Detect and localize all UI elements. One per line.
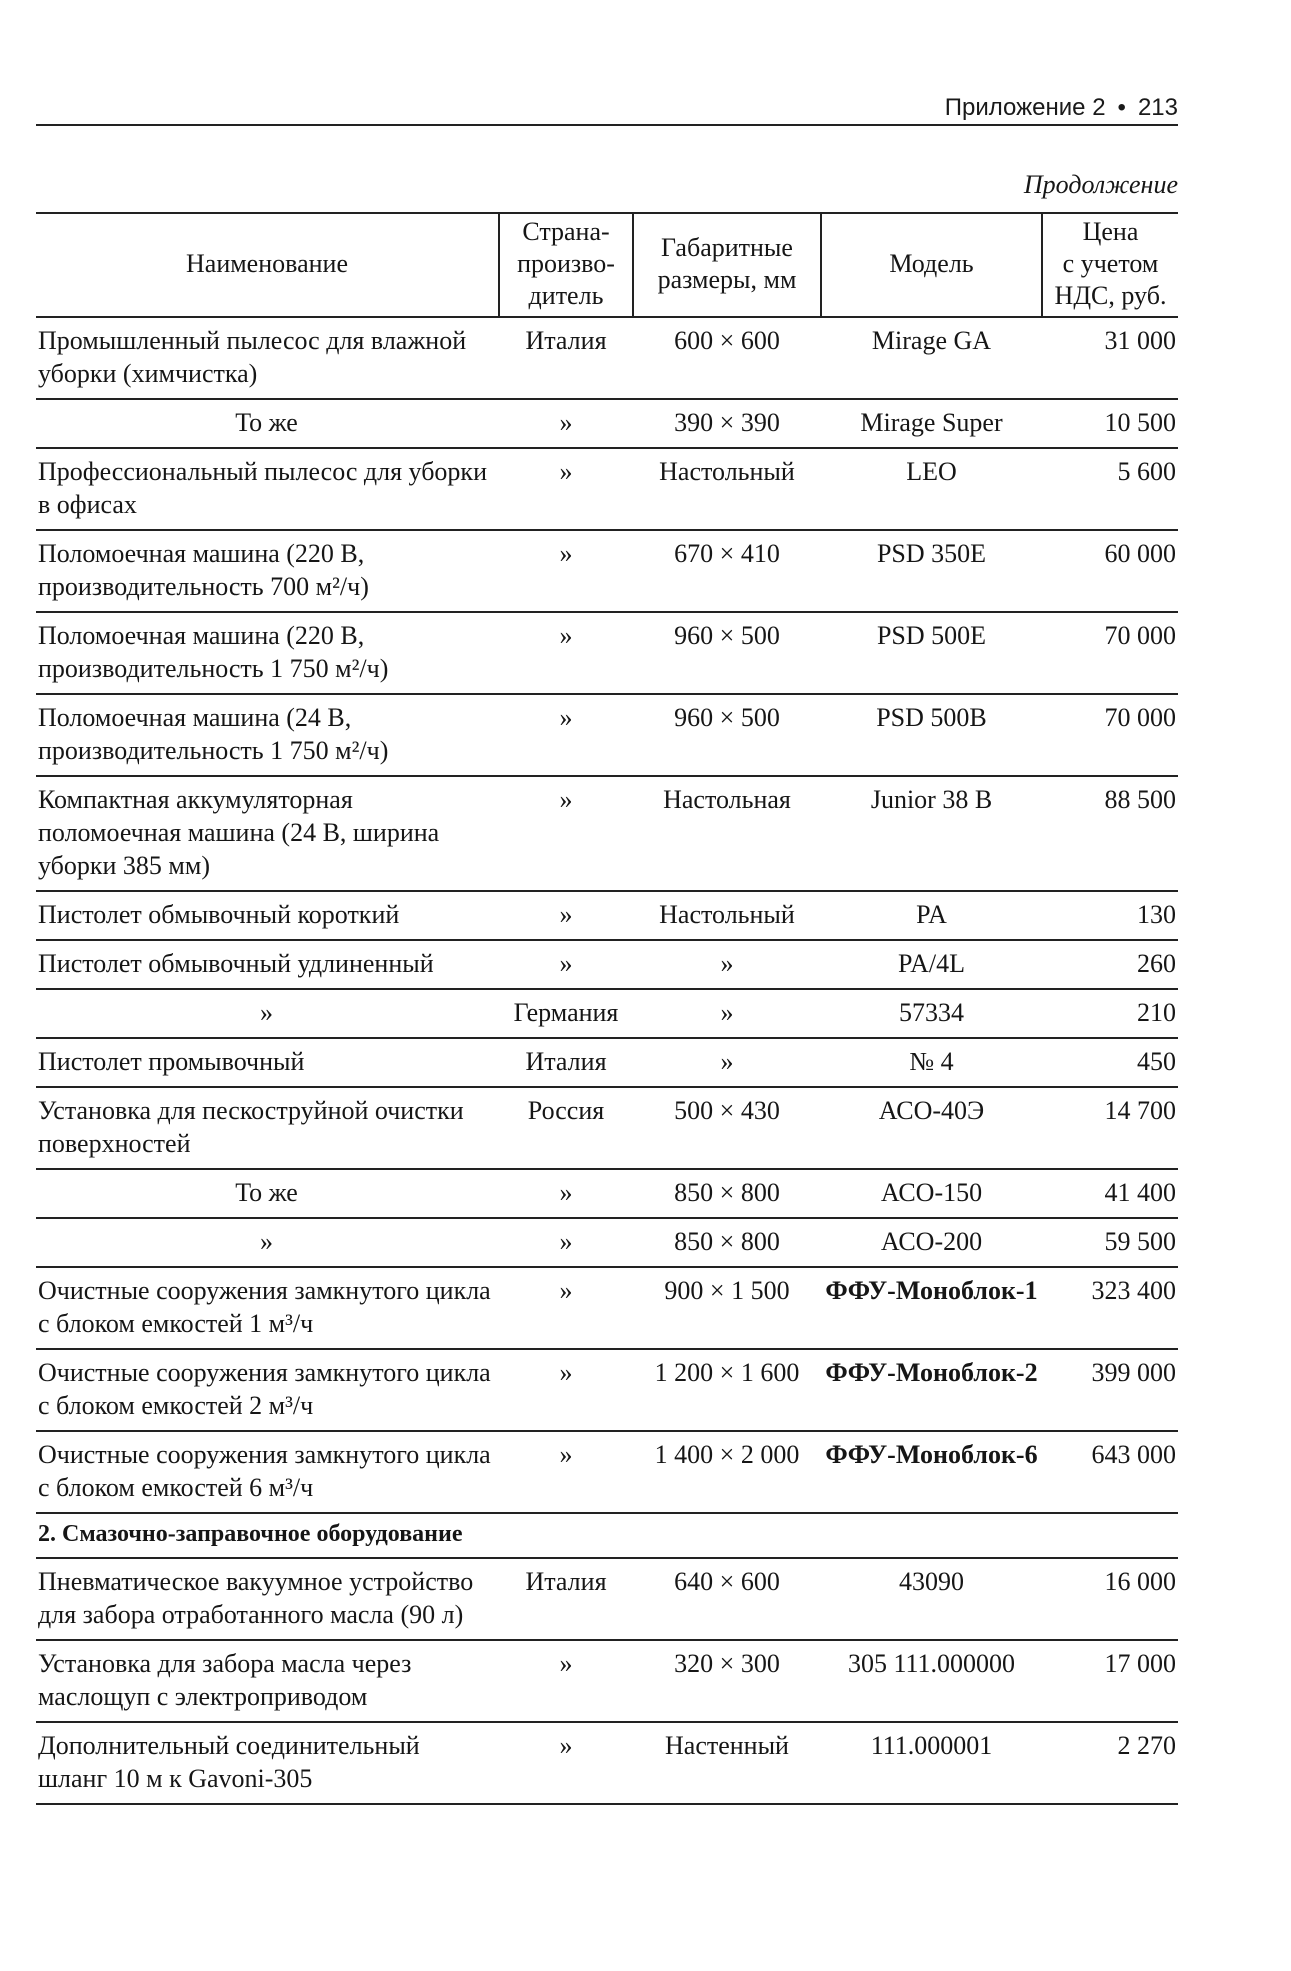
cell-name: То же xyxy=(36,399,499,448)
table-row xyxy=(36,448,1178,530)
cell-size: 670 × 410 xyxy=(633,530,821,612)
cell-country: » xyxy=(499,891,633,940)
cell-country: » xyxy=(499,399,633,448)
cell-model: Mirage Super xyxy=(821,399,1042,448)
cell-name: » xyxy=(36,1218,499,1267)
cell-price: 260 xyxy=(1042,940,1178,989)
cell-size: 1 400 × 2 000 xyxy=(633,1431,821,1513)
cell-name: Поломоечная машина (220 В, производительность 1 750 м²/ч) xyxy=(36,612,499,694)
cell-country: » xyxy=(499,940,633,989)
cell-price: 31 000 xyxy=(1042,317,1178,399)
column-header-model xyxy=(821,213,1042,317)
table-row xyxy=(36,1087,1178,1169)
header-line: Наименование xyxy=(186,249,348,278)
cell-name: Установка для забора масла через маслощуп с электроприводом xyxy=(36,1640,499,1722)
cell-country: Италия xyxy=(499,1558,633,1640)
page-number: 213 xyxy=(1137,94,1178,121)
cell-name: Очистные сооружения замкнутого цикла с блоком емкостей 2 м³/ч xyxy=(36,1349,499,1431)
cell-name: Очистные сооружения замкнутого цикла с блоком емкостей 1 м³/ч xyxy=(36,1267,499,1349)
cell-name: То же xyxy=(36,1169,499,1218)
cell-model: 43090 xyxy=(821,1558,1042,1640)
column-header-price xyxy=(1042,213,1178,317)
table-row xyxy=(36,317,1178,399)
cell-country: Германия xyxy=(499,989,633,1038)
cell-model: LEO xyxy=(821,448,1042,530)
table-row xyxy=(36,612,1178,694)
cell-country: » xyxy=(499,1349,633,1431)
cell-name: Промышленный пылесос для влажной уборки (химчистка) xyxy=(36,317,499,399)
cell-size: 390 × 390 xyxy=(633,399,821,448)
cell-size: » xyxy=(633,989,821,1038)
cell-country: » xyxy=(499,1267,633,1349)
cell-model: PA xyxy=(821,891,1042,940)
cell-model: № 4 xyxy=(821,1038,1042,1087)
cell-size: 900 × 1 500 xyxy=(633,1267,821,1349)
header-line: размеры, мм xyxy=(657,265,797,294)
cell-price: 10 500 xyxy=(1042,399,1178,448)
cell-country: » xyxy=(499,612,633,694)
cell-price: 60 000 xyxy=(1042,530,1178,612)
equipment-table xyxy=(36,212,1178,1805)
cell-price: 130 xyxy=(1042,891,1178,940)
cell-name: Пневматическое вакуумное устройство для забора отработанного масла (90 л) xyxy=(36,1558,499,1640)
cell-name: Очистные сооружения замкнутого цикла с блоком емкостей 6 м³/ч xyxy=(36,1431,499,1513)
column-header-country xyxy=(499,213,633,317)
cell-size: Настенный xyxy=(633,1722,821,1804)
cell-size: Настольный xyxy=(633,448,821,530)
cell-size: 960 × 500 xyxy=(633,612,821,694)
cell-price: 210 xyxy=(1042,989,1178,1038)
cell-name: Компактная аккумуляторная поломоечная машина (24 В, ширина уборки 385 мм) xyxy=(36,776,499,891)
cell-name: Установка для пескоструйной очистки поверхностей xyxy=(36,1087,499,1169)
cell-model: ФФУ-Моноблок-6 xyxy=(821,1431,1042,1513)
cell-price: 2 270 xyxy=(1042,1722,1178,1804)
cell-name: Пистолет обмывочный удлиненный xyxy=(36,940,499,989)
cell-size: Настольный xyxy=(633,891,821,940)
header-line: Модель xyxy=(889,249,974,278)
header-line: Страна- xyxy=(522,217,610,246)
cell-name: » xyxy=(36,989,499,1038)
cell-price: 88 500 xyxy=(1042,776,1178,891)
cell-country: Италия xyxy=(499,1038,633,1087)
cell-model: Junior 38 B xyxy=(821,776,1042,891)
section-title: 2. Смазочно-заправочное оборудование xyxy=(36,1513,1178,1558)
cell-name: Дополнительный соединительный шланг 10 м к Gavoni-305 xyxy=(36,1722,499,1804)
header-line: Цена xyxy=(1082,217,1139,246)
cell-model: PSD 500B xyxy=(821,694,1042,776)
cell-name: Поломоечная машина (220 В, производительность 700 м²/ч) xyxy=(36,530,499,612)
cell-model: ФФУ-Моноблок-2 xyxy=(821,1349,1042,1431)
cell-country: » xyxy=(499,1431,633,1513)
header-line: Габаритные xyxy=(661,233,793,262)
cell-price: 399 000 xyxy=(1042,1349,1178,1431)
cell-model: PSD 350E xyxy=(821,530,1042,612)
table-row xyxy=(36,1267,1178,1349)
cell-country: » xyxy=(499,448,633,530)
column-header-size xyxy=(633,213,821,317)
cell-price: 5 600 xyxy=(1042,448,1178,530)
cell-price: 59 500 xyxy=(1042,1218,1178,1267)
cell-price: 17 000 xyxy=(1042,1640,1178,1722)
running-header xyxy=(700,94,1178,122)
table-row xyxy=(36,1722,1178,1804)
cell-model: АСО-40Э xyxy=(821,1087,1042,1169)
table-row xyxy=(36,399,1178,448)
section-row xyxy=(36,1513,1178,1558)
cell-price: 323 400 xyxy=(1042,1267,1178,1349)
cell-country: » xyxy=(499,694,633,776)
cell-price: 14 700 xyxy=(1042,1087,1178,1169)
table-row xyxy=(36,1169,1178,1218)
cell-price: 70 000 xyxy=(1042,612,1178,694)
table-row xyxy=(36,891,1178,940)
cell-price: 70 000 xyxy=(1042,694,1178,776)
cell-model: 57334 xyxy=(821,989,1042,1038)
cell-country: Россия xyxy=(499,1087,633,1169)
header-rule xyxy=(36,124,1178,126)
cell-size: 640 × 600 xyxy=(633,1558,821,1640)
cell-country: » xyxy=(499,1722,633,1804)
header-separator: • xyxy=(1117,94,1126,121)
cell-name: Пистолет обмывочный короткий xyxy=(36,891,499,940)
cell-model: PSD 500E xyxy=(821,612,1042,694)
cell-size: 320 × 300 xyxy=(633,1640,821,1722)
header-line: дитель xyxy=(528,281,604,310)
cell-size: 600 × 600 xyxy=(633,317,821,399)
cell-country: » xyxy=(499,530,633,612)
cell-name: Поломоечная машина (24 В, производительность 1 750 м²/ч) xyxy=(36,694,499,776)
header-section: Приложение 2 xyxy=(944,94,1106,121)
cell-model: PA/4L xyxy=(821,940,1042,989)
cell-country: » xyxy=(499,1169,633,1218)
table-row xyxy=(36,1640,1178,1722)
cell-price: 16 000 xyxy=(1042,1558,1178,1640)
header-line: произво- xyxy=(517,249,615,278)
cell-name: Пистолет промывочный xyxy=(36,1038,499,1087)
cell-size: 500 × 430 xyxy=(633,1087,821,1169)
table-row xyxy=(36,989,1178,1038)
cell-country: » xyxy=(499,776,633,891)
table-row xyxy=(36,776,1178,891)
column-header-name xyxy=(36,213,499,317)
cell-size: » xyxy=(633,940,821,989)
cell-name: Профессиональный пылесос для уборки в офисах xyxy=(36,448,499,530)
table-header-row xyxy=(36,213,1178,317)
table-row xyxy=(36,1349,1178,1431)
cell-price: 643 000 xyxy=(1042,1431,1178,1513)
table-body xyxy=(36,317,1178,1804)
table-row xyxy=(36,1431,1178,1513)
cell-country: Италия xyxy=(499,317,633,399)
cell-model: АСО-200 xyxy=(821,1218,1042,1267)
table-row xyxy=(36,1558,1178,1640)
table-row xyxy=(36,694,1178,776)
continued-label: Продолжение xyxy=(1023,170,1178,199)
cell-model: 305 111.000000 xyxy=(821,1640,1042,1722)
cell-size: Настольная xyxy=(633,776,821,891)
cell-price: 450 xyxy=(1042,1038,1178,1087)
cell-model: Mirage GA xyxy=(821,317,1042,399)
cell-size: » xyxy=(633,1038,821,1087)
header-line: с учетом xyxy=(1062,249,1159,278)
table-row xyxy=(36,1218,1178,1267)
cell-country: » xyxy=(499,1218,633,1267)
table-row xyxy=(36,530,1178,612)
header-line: НДС, руб. xyxy=(1054,281,1167,310)
table-row xyxy=(36,1038,1178,1087)
cell-price: 41 400 xyxy=(1042,1169,1178,1218)
cell-model: ФФУ-Моноблок-1 xyxy=(821,1267,1042,1349)
cell-size: 850 × 800 xyxy=(633,1218,821,1267)
cell-model: 111.000001 xyxy=(821,1722,1042,1804)
cell-size: 1 200 × 1 600 xyxy=(633,1349,821,1431)
cell-size: 960 × 500 xyxy=(633,694,821,776)
cell-model: АСО-150 xyxy=(821,1169,1042,1218)
cell-country: » xyxy=(499,1640,633,1722)
table-row xyxy=(36,940,1178,989)
cell-size: 850 × 800 xyxy=(633,1169,821,1218)
